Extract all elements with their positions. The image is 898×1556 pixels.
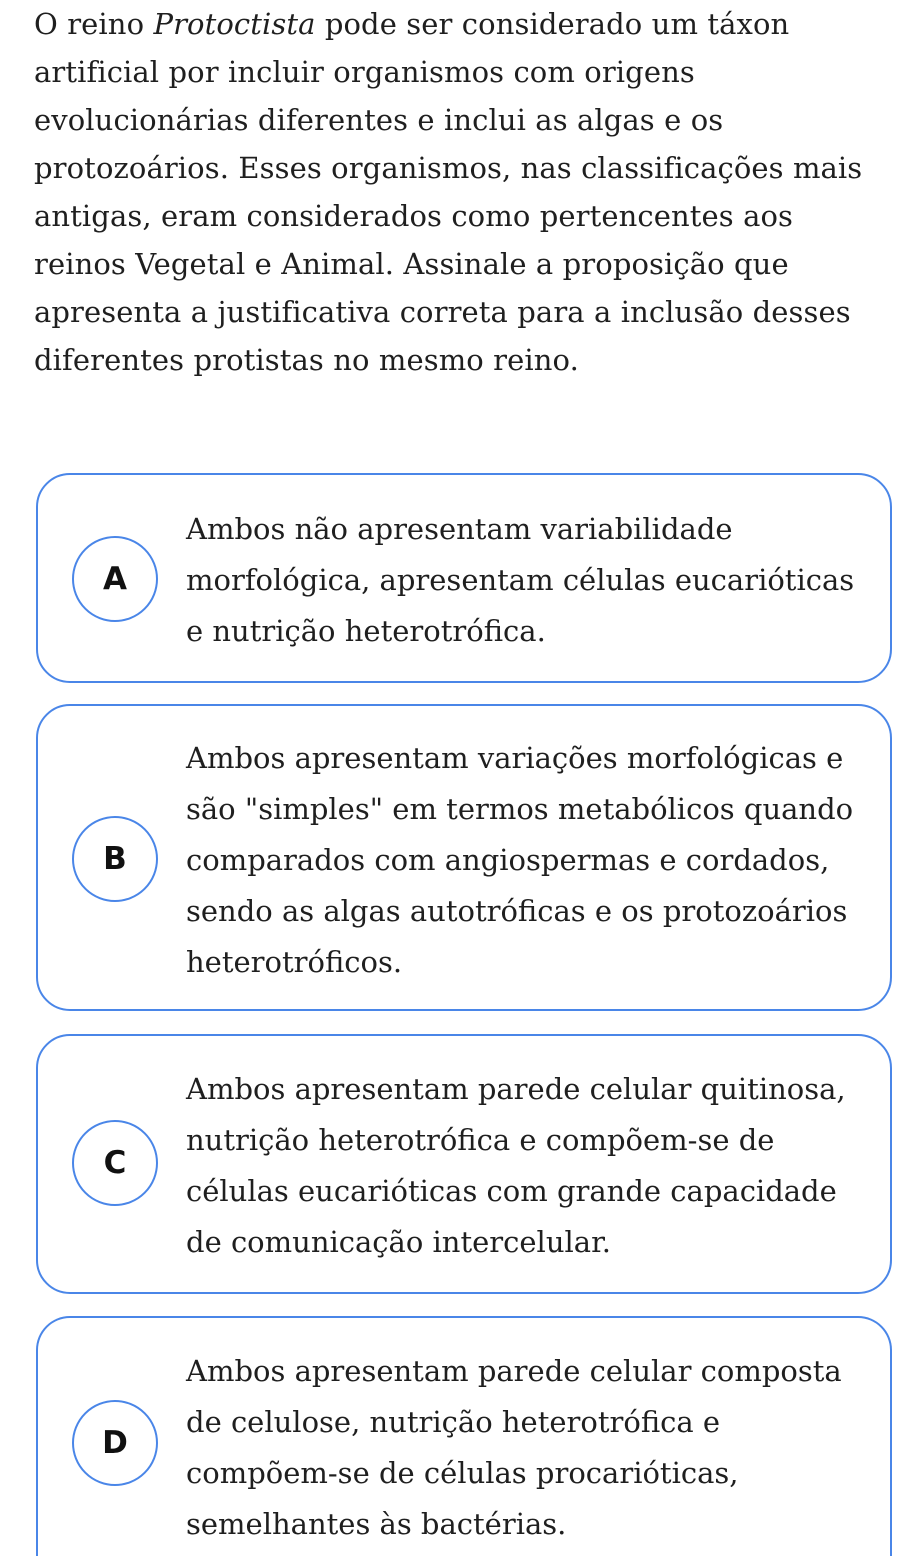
question-text-after: pode ser considerado um táxon artificial por incluir organismos com origens evolucionárias diferentes e inclui as algas e os protozoários. Esses organismos, nas classificações mais antigas, eram considerados como pertencentes aos reinos Vegetal e Animal. Assinale a proposição que apresenta a justificativa correta para a inclusão desses diferentes protistas no mesmo reino. bbox=[34, 7, 863, 377]
option-c[interactable] bbox=[36, 1034, 892, 1294]
option-d-letter: D bbox=[72, 1400, 158, 1486]
option-b-letter: B bbox=[72, 816, 158, 902]
question-text-before: O reino bbox=[34, 7, 154, 41]
option-c-letter: C bbox=[72, 1120, 158, 1206]
question-emphasis: Protoctista bbox=[153, 7, 316, 41]
option-d-text: Ambos apresentam parede celular composta de celulose, nutrição heterotrófica e compõem-se de células procarióticas, semelhantes às bactérias. bbox=[186, 1354, 842, 1541]
option-a-text: Ambos não apresentam variabilidade morfológica, apresentam células eucarióticas e nutrição heterotrófica. bbox=[186, 512, 855, 648]
option-d[interactable] bbox=[36, 1316, 892, 1556]
option-a[interactable] bbox=[36, 473, 892, 683]
question-text bbox=[34, 0, 884, 384]
option-b[interactable] bbox=[36, 704, 892, 1011]
option-c-text: Ambos apresentam parede celular quitinosa, nutrição heterotrófica e compõem-se de células eucarióticas com grande capacidade de comunicação intercelular. bbox=[186, 1072, 846, 1259]
option-b-text: Ambos apresentam variações morfológicas e são "simples" em termos metabólicos quando comparados com angiospermas e cordados, sendo as algas autotróficas e os protozoários heterotróficos. bbox=[186, 741, 854, 979]
option-a-letter: A bbox=[72, 536, 158, 622]
